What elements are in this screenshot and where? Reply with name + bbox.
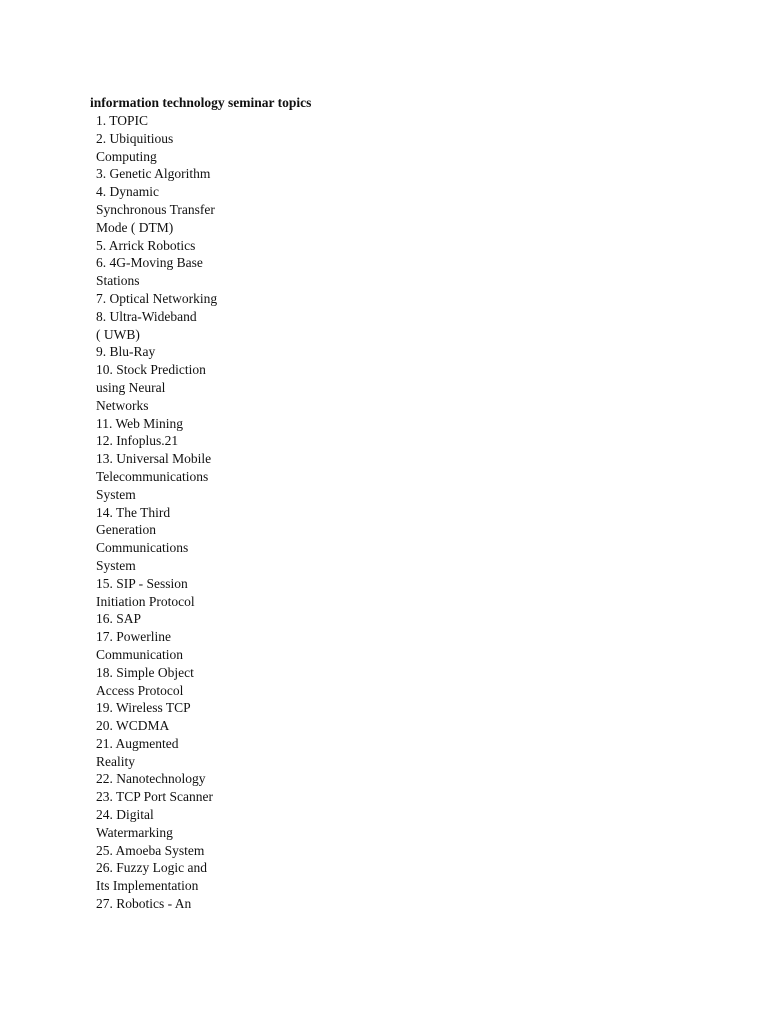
topic-line: 19. Wireless TCP bbox=[96, 700, 191, 716]
topic-line: Communications bbox=[96, 540, 189, 556]
topic-line: 12. Infoplus.21 bbox=[96, 433, 179, 449]
topic-line: 1. TOPIC bbox=[96, 113, 149, 128]
topic-line: Its Implementation bbox=[96, 878, 199, 894]
topic-line: 16. SAP bbox=[96, 611, 142, 627]
topic-line: ( UWB) bbox=[96, 326, 140, 342]
topic-line: 27. Robotics - An bbox=[96, 896, 192, 912]
topic-line: System bbox=[96, 557, 136, 573]
topic-line: 21. Augmented bbox=[96, 735, 179, 751]
topic-line: 5. Arrick Robotics bbox=[96, 237, 196, 253]
topic-line: 23. TCP Port Scanner bbox=[96, 789, 213, 805]
topic-line: using Neural bbox=[96, 379, 166, 395]
topic-line: Generation bbox=[96, 522, 156, 538]
topic-line: Synchronous Transfer bbox=[96, 201, 215, 217]
topic-line: 11. Web Mining bbox=[96, 415, 184, 431]
topic-line: Computing bbox=[96, 148, 157, 164]
topic-line: 22. Nanotechnology bbox=[96, 771, 206, 787]
topic-line: Initiation Protocol bbox=[96, 593, 195, 609]
topic-line: Telecommunications bbox=[96, 468, 209, 484]
topic-line: 26. Fuzzy Logic and bbox=[96, 860, 207, 876]
topic-line: 7. Optical Networking bbox=[96, 290, 218, 306]
topic-line: 20. WCDMA bbox=[96, 718, 170, 734]
topic-line: Stations bbox=[96, 273, 140, 289]
topic-line: 3. Genetic Algorithm bbox=[96, 166, 211, 182]
topic-line: 24. Digital bbox=[96, 807, 154, 823]
topic-line: 18. Simple Object bbox=[96, 664, 194, 680]
topic-line: 17. Powerline bbox=[96, 629, 171, 645]
topic-line: 14. The Third bbox=[96, 504, 171, 520]
topic-line: Mode ( DTM) bbox=[96, 219, 174, 235]
topic-line: 9. Blu-Ray bbox=[96, 344, 156, 360]
topic-line: 13. Universal Mobile bbox=[96, 451, 212, 467]
topic-line: 8. Ultra-Wideband bbox=[96, 308, 197, 324]
topic-line: System bbox=[96, 486, 136, 502]
topic-line: Reality bbox=[96, 753, 135, 769]
topic-line: 6. 4G-Moving Base bbox=[96, 255, 203, 271]
topic-list bbox=[96, 112, 217, 913]
topic-line: 15. SIP - Session bbox=[96, 575, 188, 591]
topic-line: 10. Stock Prediction bbox=[96, 362, 206, 378]
topic-line: 4. Dynamic bbox=[96, 184, 159, 200]
document-title: information technology seminar topics bbox=[90, 95, 312, 110]
topic-line: Watermarking bbox=[96, 824, 173, 840]
topic-line: Communication bbox=[96, 646, 183, 662]
topic-line: Access Protocol bbox=[96, 682, 184, 698]
topic-line: 25. Amoeba System bbox=[96, 842, 205, 858]
topic-line: 2. Ubiquitious bbox=[96, 130, 174, 146]
topic-line: Networks bbox=[96, 397, 149, 413]
